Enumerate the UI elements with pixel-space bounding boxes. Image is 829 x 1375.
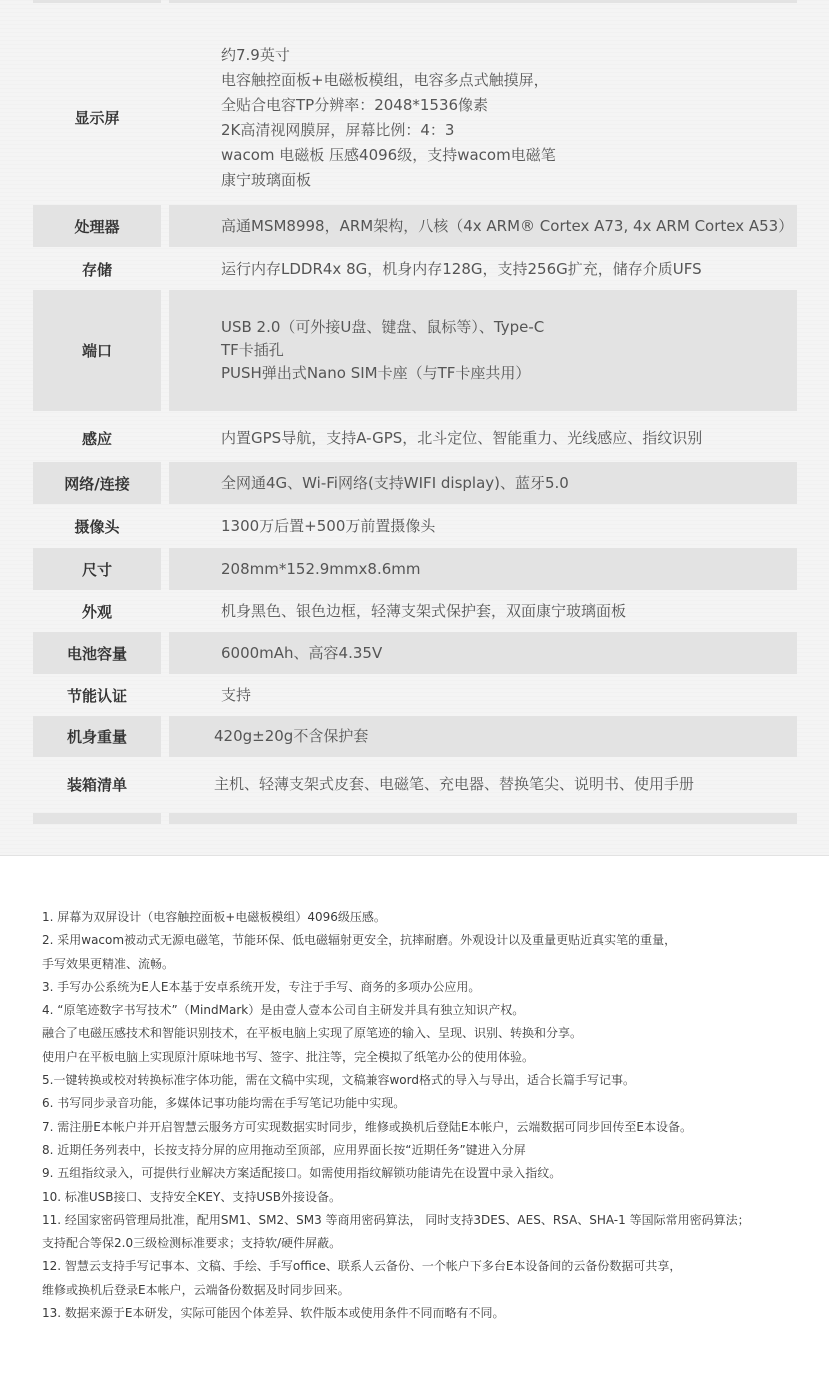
spec-label-cell: [33, 0, 161, 3]
spec-label: 存储: [81, 260, 112, 279]
footnote-line: 8. 近期任务列表中，长按支持分屏的应用拖动至顶部，应用界面长按“近期任务”键进入分屏: [42, 1142, 526, 1157]
spec-value-line: 208mm*152.9mmx8.6mm: [221, 559, 421, 578]
spec-value-line: 运行内存LDDR4x 8G，机身内存128G，支持256G扩充，储存介质UFS: [221, 259, 702, 278]
spec-value: [169, 417, 797, 459]
spec-value-line: TF卡插孔: [221, 341, 284, 359]
footnote-line: 使用户在平板电脑上实现原汁原味地书写、签字、批注等，完全模拟了纸笔办公的使用体验。: [42, 1049, 535, 1064]
spec-value-line: PUSH弹出式Nano SIM卡座（与TF卡座共用）: [221, 364, 531, 382]
spec-value: [169, 205, 797, 247]
footnote-line: 13. 数据来源于E本研发，实际可能因个体差异、软件版本或使用条件不同而略有不同。: [42, 1306, 505, 1321]
spec-label: 端口: [33, 290, 161, 411]
footnote-line: 5.一键转换或校对转换标准字体功能，需在文稿中实现，文稿兼容word格式的导入与导出，适合长篇手写记事。: [42, 1073, 635, 1088]
footnote-line: 支持配合等保2.0三级检测标准要求；支持软/硬件屏蔽。: [42, 1236, 342, 1251]
spec-row: [0, 417, 829, 459]
spec-label: 摄像头: [74, 517, 120, 536]
spec-value-line: wacom 电磁板 压感4096级，支持wacom电磁笔: [221, 145, 556, 164]
spec-row: [0, 205, 829, 247]
footnote-line: 10. 标准USB接口、支持安全KEY、支持USB外接设备。: [42, 1189, 341, 1204]
spec-label: 节能认证: [66, 686, 127, 705]
spec-row: [0, 30, 829, 205]
spec-value: [169, 632, 797, 674]
spec-value-cell: [169, 813, 797, 824]
spec-value: [169, 761, 797, 807]
spec-value-line: 内置GPS导航，支持A-GPS，北斗定位、智能重力、光线感应、指纹识别: [221, 428, 703, 447]
spec-value-line: 1300万后置+500万前置摄像头: [221, 516, 436, 535]
spec-label: 网络/连接: [33, 462, 161, 504]
spec-value-cell: [169, 0, 797, 3]
spec-value-line: USB 2.0（可外接U盘、键盘、鼠标等）、Type-C: [221, 318, 545, 336]
spec-value-line: 康宁玻璃面板: [221, 170, 312, 189]
spec-value-line: 约7.9英寸: [221, 45, 290, 64]
spec-label: 装箱清单: [66, 775, 127, 794]
spec-label: 显示屏: [74, 109, 120, 127]
spec-value-line: 支持: [221, 685, 252, 704]
spec-value: [169, 548, 797, 590]
spec-row: [0, 462, 829, 504]
spec-row: [0, 632, 829, 674]
spec-row: [0, 716, 829, 757]
spec-value-line: 6000mAh、高容4.35V: [221, 643, 383, 662]
spec-value: [169, 462, 797, 504]
spec-value-line: 主机、轻薄支架式皮套、电磁笔、充电器、替换笔尖、说明书、使用手册: [214, 774, 695, 793]
spec-value: [169, 249, 797, 289]
spec-value-line: 机身黑色、银色边框，轻薄支架式保护套，双面康宁玻璃面板: [221, 601, 627, 620]
spec-value-line: 全贴合电容TP分辨率：2048*1536像素: [221, 95, 489, 114]
spec-value: [169, 30, 797, 205]
spec-label: 外观: [81, 602, 112, 621]
spec-label: 电池容量: [33, 632, 161, 674]
footnotes: [42, 906, 802, 1325]
footnote-line: 9. 五组指纹录入，可提供行业解决方案适配接口。如需使用指纹解锁功能请先在设置中录入指纹。: [42, 1166, 562, 1181]
spec-label-cell: [33, 813, 161, 824]
spec-row-empty: [0, 813, 829, 824]
footnote-line: 1. 屏幕为双屏设计（电容触控面板+电磁板模组）4096级压感。: [42, 910, 386, 924]
footnote-line: 6. 书写同步录音功能，多媒体记事功能均需在手写笔记功能中实现。: [42, 1096, 406, 1111]
spec-label: 感应: [81, 429, 112, 448]
spec-row: [0, 249, 829, 289]
footnote-line: 12. 智慧云支持手写记事本、文稿、手绘、手写office、联系人云备份、一个帐户下多台E本设备间的云备份数据可共享，: [42, 1259, 682, 1274]
footnote-line: 融合了电磁压感技术和智能识别技术，在平板电脑上实现了原笔迹的输入、呈现、识别、转换和分享。: [42, 1026, 583, 1041]
footnote-line: 2. 采用wacom被动式无源电磁笔，节能环保、低电磁辐射更安全，抗摔耐磨。外观设计以及重量更贴近真实笔的重量，: [42, 933, 677, 948]
spec-value: [169, 290, 797, 411]
spec-value: [169, 675, 797, 715]
spec-label: 处理器: [33, 205, 161, 247]
spec-label: 机身重量: [33, 716, 161, 757]
spec-value-line: 电容触控面板+电磁板模组，电容多点式触摸屏，: [221, 70, 549, 89]
spec-value: [169, 591, 797, 631]
spec-row: [0, 675, 829, 715]
spec-value: [169, 716, 797, 757]
spec-row: [0, 290, 829, 411]
spec-value-line: 420g±20g不含保护套: [214, 727, 369, 745]
spec-row: [0, 548, 829, 590]
spec-value: [169, 506, 797, 546]
footnote-line: 3. 手写办公系统为E人E本基于安卓系统开发，专注于手写、商务的多项办公应用。: [42, 979, 481, 994]
spec-row: [0, 591, 829, 631]
spec-label: 尺寸: [33, 548, 161, 590]
spec-row: [0, 761, 829, 807]
spec-row-clipped-top: [0, 0, 829, 3]
spec-value-line: 2K高清视网膜屏，屏幕比例：4：3: [221, 120, 455, 139]
footnote-line: 维修或换机后登录E本帐户，云端备份数据及时同步回来。: [42, 1282, 350, 1297]
spec-row: [0, 506, 829, 546]
spec-value-line: 全网通4G、Wi-Fi网络(支持WIFI display)、蓝牙5.0: [221, 473, 569, 492]
spec-value-line: 高通MSM8998，ARM架构，八核（4x ARM® Cortex A73, 4x ARM Cortex A53）: [221, 216, 794, 235]
footnote-line: 11. 经国家密码管理局批准，配用SM1、SM2、SM3 等商用密码算法， 同时支持3DES、AES、RSA、SHA-1 等国际常用密码算法；: [42, 1212, 750, 1227]
footnote-line: 4. “原笔迹数字书写技术”（MindMark）是由壹人壹本公司自主研发并具有独立知识产权。: [42, 1003, 525, 1018]
footnote-line: 手写效果更精准、流畅。: [42, 956, 175, 971]
footnote-line: 7. 需注册E本帐户并开启智慧云服务方可实现数据实时同步，维修或换机后登陆E本帐户，云端数据可同步回传至E本设备。: [42, 1119, 693, 1134]
